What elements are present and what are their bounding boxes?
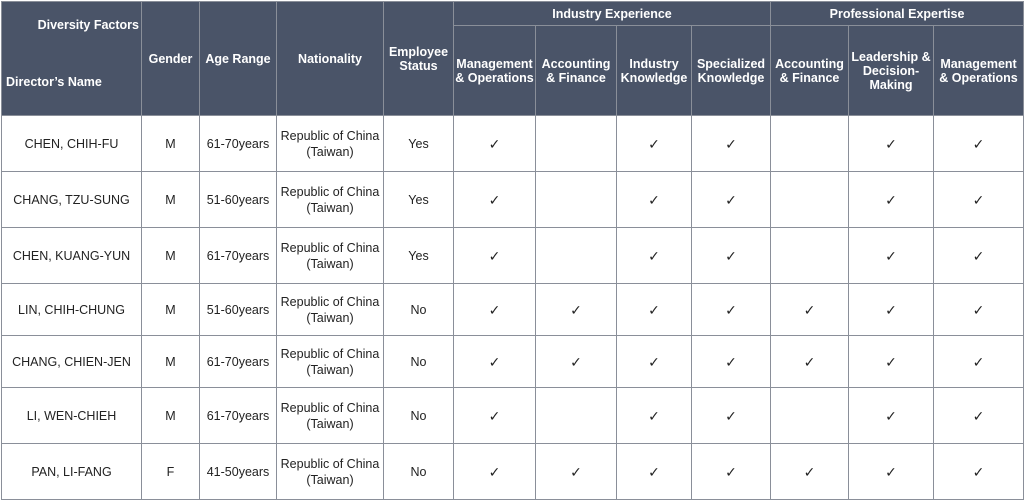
check-mark-icon: ✓ bbox=[885, 407, 897, 424]
pe-leadership-decision-making-cell bbox=[849, 388, 934, 444]
director-name-cell: CHANG, CHIEN-JEN bbox=[2, 336, 142, 388]
pe-management-operations-cell bbox=[934, 388, 1024, 444]
nationality-line1: Republic of China bbox=[280, 240, 380, 255]
pe-management-operations-cell bbox=[934, 228, 1024, 284]
pe-leadership-decision-making-cell bbox=[849, 228, 934, 284]
check-mark-icon: ✓ bbox=[803, 353, 816, 370]
check-mark-icon: ✓ bbox=[648, 463, 660, 480]
check-mark-icon: ✓ bbox=[885, 301, 897, 318]
nationality-line1: Republic of China bbox=[280, 294, 380, 309]
check-mark-icon: ✓ bbox=[972, 301, 985, 318]
header-line: Accounting bbox=[775, 56, 844, 71]
ie-specialized-knowledge-header bbox=[692, 26, 771, 116]
nationality-line1: Republic of China bbox=[280, 128, 380, 143]
ie-specialized-knowledge-cell bbox=[692, 116, 771, 172]
header-line: & Operations bbox=[455, 70, 534, 85]
pe-accounting-finance-cell bbox=[771, 116, 849, 172]
pe-management-operations-cell bbox=[934, 116, 1024, 172]
directors-name-label: Director’s Name bbox=[6, 75, 102, 89]
nationality-cell bbox=[277, 388, 384, 444]
pe-leadership-decision-making-header bbox=[849, 26, 934, 116]
pe-management-operations-cell bbox=[934, 336, 1024, 388]
header-line: & Operations bbox=[939, 70, 1018, 85]
check-mark-icon: ✓ bbox=[648, 353, 660, 370]
check-mark-icon: ✓ bbox=[725, 353, 737, 370]
header-line: Decision- bbox=[862, 63, 920, 78]
header-line: & Finance bbox=[546, 70, 606, 85]
nationality-line1: Republic of China bbox=[280, 346, 380, 361]
header-line: Accounting bbox=[541, 56, 611, 71]
nationality-line2: (Taiwan) bbox=[306, 472, 354, 487]
pe-management-operations-header bbox=[934, 26, 1024, 116]
gender-header: Gender bbox=[142, 2, 200, 116]
ie-industry-knowledge-cell bbox=[617, 444, 692, 500]
ie-management-operations-cell bbox=[454, 388, 536, 444]
employee-status-cell: No bbox=[384, 336, 454, 388]
header-line: Specialized bbox=[696, 56, 766, 71]
employee-status-line1: Employee bbox=[388, 44, 449, 59]
check-mark-icon: ✓ bbox=[972, 407, 985, 424]
check-mark-icon: ✓ bbox=[803, 301, 816, 318]
ie-management-operations-cell bbox=[454, 228, 536, 284]
nationality-line1: Republic of China bbox=[280, 400, 380, 415]
nationality-cell bbox=[277, 172, 384, 228]
table-row bbox=[2, 284, 1024, 336]
table-header bbox=[2, 2, 1024, 116]
pe-accounting-finance-header bbox=[771, 26, 849, 116]
check-mark-icon: ✓ bbox=[972, 135, 985, 152]
check-mark-icon: ✓ bbox=[725, 407, 737, 424]
director-name-cell: CHANG, TZU-SUNG bbox=[2, 172, 142, 228]
check-mark-icon: ✓ bbox=[972, 191, 985, 208]
check-mark-icon: ✓ bbox=[885, 247, 897, 264]
nationality-cell bbox=[277, 336, 384, 388]
header-line: Knowledge bbox=[620, 70, 688, 85]
ie-accounting-finance-cell bbox=[536, 336, 617, 388]
gender-cell: M bbox=[142, 228, 200, 284]
header-line: Leadership & bbox=[851, 49, 931, 64]
check-mark-icon: ✓ bbox=[885, 135, 897, 152]
pe-accounting-finance-cell bbox=[771, 228, 849, 284]
nationality-line2: (Taiwan) bbox=[306, 416, 354, 431]
diversity-factors-label: Diversity Factors bbox=[37, 18, 139, 32]
gender-cell: M bbox=[142, 336, 200, 388]
pe-leadership-decision-making-cell bbox=[849, 172, 934, 228]
pe-leadership-decision-making-cell bbox=[849, 284, 934, 336]
table-row bbox=[2, 336, 1024, 388]
table-row bbox=[2, 172, 1024, 228]
ie-specialized-knowledge-cell bbox=[692, 388, 771, 444]
director-name-cell: LI, WEN-CHIEH bbox=[2, 388, 142, 444]
nationality-cell bbox=[277, 116, 384, 172]
pe-management-operations-cell bbox=[934, 284, 1024, 336]
employee-status-header bbox=[384, 2, 454, 116]
check-mark-icon: ✓ bbox=[488, 353, 501, 370]
check-mark-icon: ✓ bbox=[648, 135, 660, 152]
check-mark-icon: ✓ bbox=[488, 247, 501, 264]
age-range-cell: 51-60years bbox=[200, 172, 277, 228]
director-name-cell: CHEN, CHIH-FU bbox=[2, 116, 142, 172]
header-line: & Finance bbox=[779, 70, 840, 85]
pe-accounting-finance-cell bbox=[771, 284, 849, 336]
employee-status-line2: Status bbox=[399, 58, 438, 73]
table-row bbox=[2, 116, 1024, 172]
check-mark-icon: ✓ bbox=[972, 353, 985, 370]
pe-management-operations-cell bbox=[934, 172, 1024, 228]
table-row bbox=[2, 228, 1024, 284]
check-mark-icon: ✓ bbox=[488, 301, 501, 318]
ie-industry-knowledge-cell bbox=[617, 116, 692, 172]
table-row bbox=[2, 388, 1024, 444]
ie-accounting-finance-cell bbox=[536, 228, 617, 284]
nationality-cell bbox=[277, 228, 384, 284]
board-diversity-table bbox=[1, 1, 1024, 500]
pe-management-operations-cell bbox=[934, 444, 1024, 500]
nationality-line2: (Taiwan) bbox=[306, 200, 354, 215]
ie-industry-knowledge-header bbox=[617, 26, 692, 116]
director-name-cell: LIN, CHIH-CHUNG bbox=[2, 284, 142, 336]
employee-status-cell: No bbox=[384, 388, 454, 444]
check-mark-icon: ✓ bbox=[885, 353, 897, 370]
check-mark-icon: ✓ bbox=[488, 407, 501, 424]
ie-industry-knowledge-cell bbox=[617, 336, 692, 388]
nationality-line1: Republic of China bbox=[280, 184, 380, 199]
employee-status-cell: No bbox=[384, 444, 454, 500]
header-line: Management bbox=[940, 56, 1017, 71]
employee-status-cell: Yes bbox=[384, 228, 454, 284]
check-mark-icon: ✓ bbox=[648, 301, 660, 318]
nationality-line2: (Taiwan) bbox=[306, 256, 354, 271]
ie-accounting-finance-cell bbox=[536, 116, 617, 172]
check-mark-icon: ✓ bbox=[972, 463, 985, 480]
check-mark-icon: ✓ bbox=[972, 247, 985, 264]
gender-cell: M bbox=[142, 116, 200, 172]
check-mark-icon: ✓ bbox=[725, 191, 737, 208]
age-range-cell: 61-70years bbox=[200, 388, 277, 444]
ie-accounting-finance-cell bbox=[536, 172, 617, 228]
pe-leadership-decision-making-cell bbox=[849, 444, 934, 500]
check-mark-icon: ✓ bbox=[725, 463, 737, 480]
check-mark-icon: ✓ bbox=[570, 463, 582, 480]
nationality-cell bbox=[277, 444, 384, 500]
ie-management-operations-cell bbox=[454, 172, 536, 228]
gender-cell: M bbox=[142, 388, 200, 444]
check-mark-icon: ✓ bbox=[488, 463, 501, 480]
age-range-cell: 61-70years bbox=[200, 228, 277, 284]
ie-accounting-finance-cell bbox=[536, 388, 617, 444]
ie-management-operations-cell bbox=[454, 116, 536, 172]
ie-specialized-knowledge-cell bbox=[692, 284, 771, 336]
check-mark-icon: ✓ bbox=[725, 301, 737, 318]
industry-experience-header: Industry Experience bbox=[454, 2, 771, 26]
ie-management-operations-cell bbox=[454, 444, 536, 500]
age-range-cell: 61-70years bbox=[200, 116, 277, 172]
pe-leadership-decision-making-cell bbox=[849, 336, 934, 388]
pe-accounting-finance-cell bbox=[771, 336, 849, 388]
table-body bbox=[2, 116, 1024, 500]
ie-specialized-knowledge-cell bbox=[692, 172, 771, 228]
ie-industry-knowledge-cell bbox=[617, 228, 692, 284]
ie-industry-knowledge-cell bbox=[617, 388, 692, 444]
pe-accounting-finance-cell bbox=[771, 444, 849, 500]
ie-management-operations-header bbox=[454, 26, 536, 116]
gender-cell: M bbox=[142, 172, 200, 228]
ie-management-operations-cell bbox=[454, 284, 536, 336]
employee-status-cell: Yes bbox=[384, 172, 454, 228]
ie-specialized-knowledge-cell bbox=[692, 336, 771, 388]
check-mark-icon: ✓ bbox=[648, 247, 660, 264]
director-name-cell: CHEN, KUANG-YUN bbox=[2, 228, 142, 284]
check-mark-icon: ✓ bbox=[648, 191, 660, 208]
professional-expertise-header: Professional Expertise bbox=[771, 2, 1024, 26]
age-range-cell: 51-60years bbox=[200, 284, 277, 336]
header-line: Management bbox=[456, 56, 533, 71]
pe-accounting-finance-cell bbox=[771, 172, 849, 228]
ie-industry-knowledge-cell bbox=[617, 172, 692, 228]
pe-accounting-finance-cell bbox=[771, 388, 849, 444]
header-line: Industry bbox=[629, 56, 679, 71]
check-mark-icon: ✓ bbox=[488, 191, 501, 208]
employee-status-cell: No bbox=[384, 284, 454, 336]
check-mark-icon: ✓ bbox=[488, 135, 501, 152]
nationality-cell bbox=[277, 284, 384, 336]
gender-cell: F bbox=[142, 444, 200, 500]
age-range-header: Age Range bbox=[200, 2, 277, 116]
age-range-cell: 41-50years bbox=[200, 444, 277, 500]
ie-industry-knowledge-cell bbox=[617, 284, 692, 336]
ie-management-operations-cell bbox=[454, 336, 536, 388]
header-line: Making bbox=[869, 77, 913, 92]
ie-accounting-finance-header bbox=[536, 26, 617, 116]
check-mark-icon: ✓ bbox=[570, 353, 582, 370]
age-range-cell: 61-70years bbox=[200, 336, 277, 388]
check-mark-icon: ✓ bbox=[885, 463, 897, 480]
check-mark-icon: ✓ bbox=[648, 407, 660, 424]
gender-cell: M bbox=[142, 284, 200, 336]
director-name-cell: PAN, LI-FANG bbox=[2, 444, 142, 500]
nationality-line2: (Taiwan) bbox=[306, 144, 354, 159]
employee-status-cell: Yes bbox=[384, 116, 454, 172]
ie-specialized-knowledge-cell bbox=[692, 228, 771, 284]
check-mark-icon: ✓ bbox=[570, 301, 582, 318]
ie-specialized-knowledge-cell bbox=[692, 444, 771, 500]
nationality-line2: (Taiwan) bbox=[306, 310, 354, 325]
nationality-header: Nationality bbox=[277, 2, 384, 116]
corner-header-cell bbox=[2, 2, 142, 116]
check-mark-icon: ✓ bbox=[885, 191, 897, 208]
ie-accounting-finance-cell bbox=[536, 444, 617, 500]
nationality-line2: (Taiwan) bbox=[306, 362, 354, 377]
check-mark-icon: ✓ bbox=[803, 463, 816, 480]
ie-accounting-finance-cell bbox=[536, 284, 617, 336]
nationality-line1: Republic of China bbox=[280, 456, 380, 471]
check-mark-icon: ✓ bbox=[725, 247, 737, 264]
check-mark-icon: ✓ bbox=[725, 135, 737, 152]
header-line: Knowledge bbox=[697, 70, 765, 85]
pe-leadership-decision-making-cell bbox=[849, 116, 934, 172]
table-row bbox=[2, 444, 1024, 500]
